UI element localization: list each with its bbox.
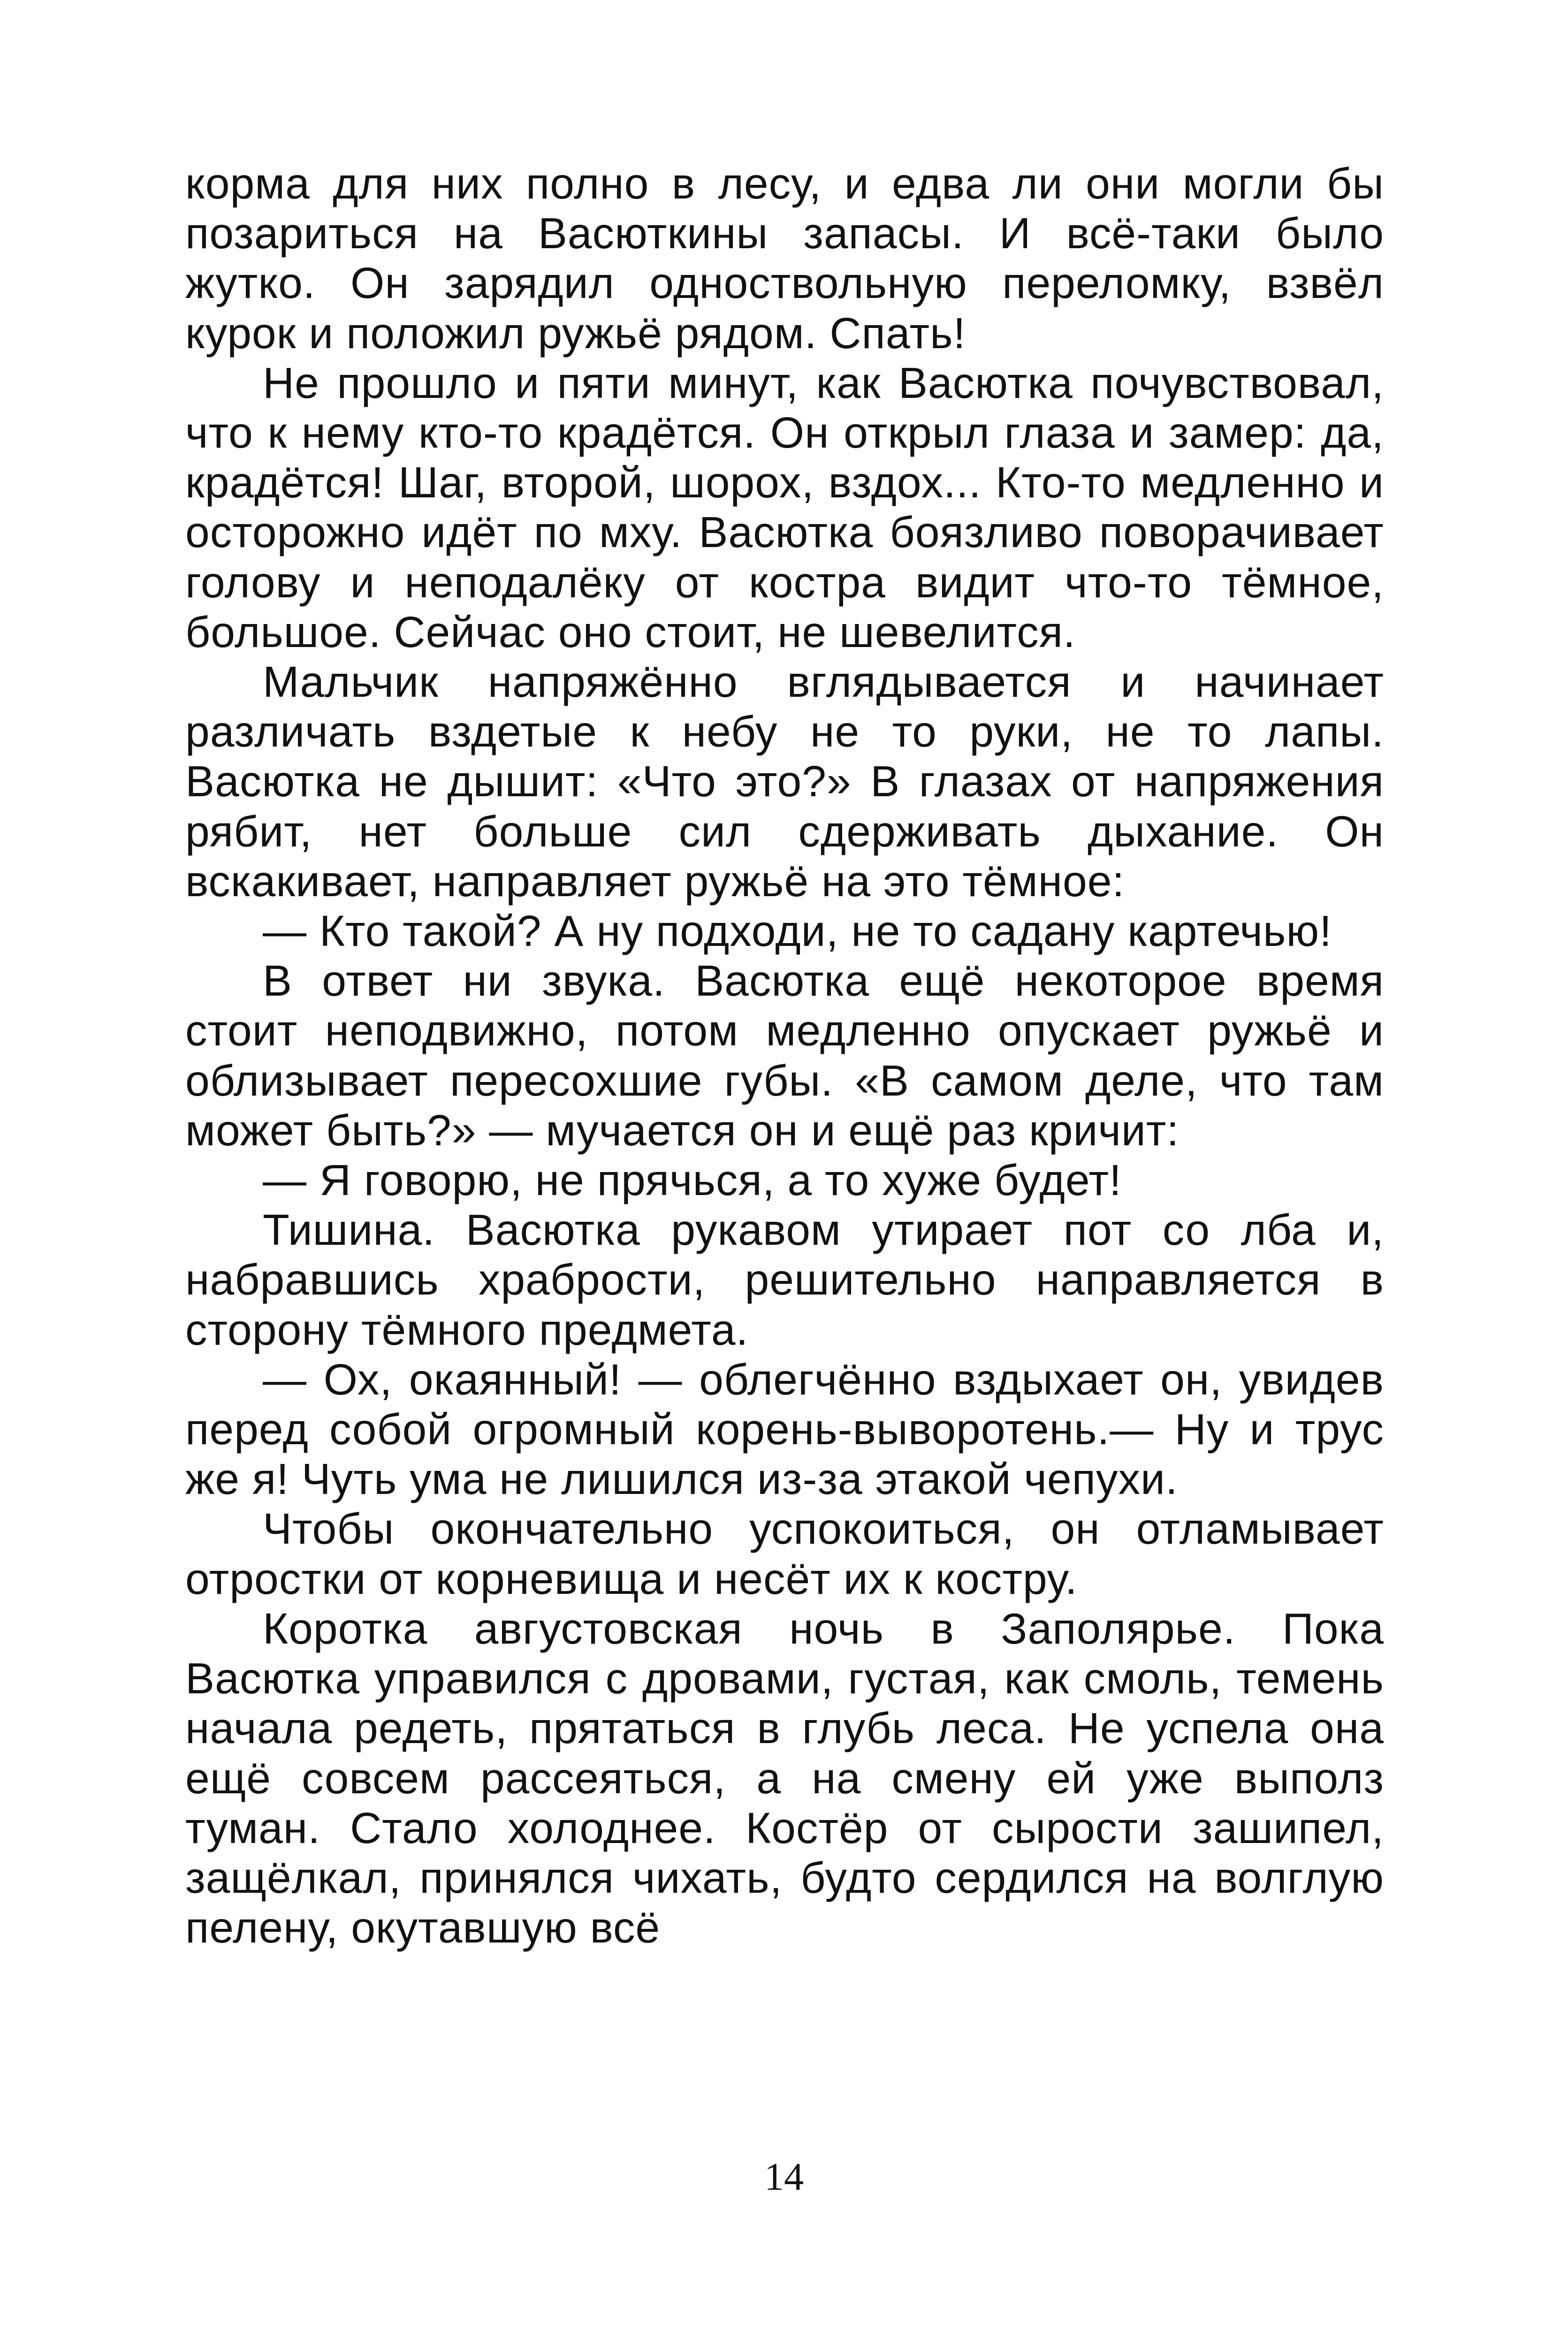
paragraph-8: — Ох, окаянный! — облегчённо вздыхает он, увидев перед собой огромный корень-выворотень.— Ну и трус же я! Чуть ума не лишился из-за этакой чепухи. xyxy=(185,1355,1384,1504)
paragraph-10: Коротка августовская ночь в Заполярье. Пока Васютка управился с дровами, густая, как смоль, темень начала редеть, прятаться в глубь леса. Не успела она ещё совсем рассеяться, а на смену ей уже выполз туман. Стало холоднее. Костёр от сырости зашипел, защёлкал, принялся чихать, будто сердился на волглую пелену, окутавшую всё xyxy=(185,1604,1384,1952)
page-number: 14 xyxy=(764,2155,804,2199)
body-text xyxy=(185,159,1384,1952)
paragraph-5: В ответ ни звука. Васютка ещё некоторое время стоит неподвижно, потом медленно опускает ружьё и облизывает пересохшие губы. «В самом деле, что там может быть?» — мучается он и ещё раз кричит: xyxy=(185,956,1384,1155)
paragraph-4: — Кто такой? А ну подходи, не то садану картечью! xyxy=(263,906,1332,956)
paragraph-2: Не прошло и пяти минут, как Васютка почувствовал, что к нему кто-то крадётся. Он открыл глаза и замер: да, крадётся! Шаг, второй, шорох, вздох... Кто-то медленно и осторожно идёт по мху. Васютка боязливо поворачивает голову и неподалёку от костра видит что-то тёмное, большое. Сейчас оно стоит, не шевелится. xyxy=(185,358,1384,656)
paragraph-7: Тишина. Васютка рукавом утирает пот со лба и, набравшись храбрости, решительно направляется в сторону тёмного предмета. xyxy=(185,1205,1384,1354)
paragraph-1: корма для них полно в лесу, и едва ли они могли бы позариться на Васюткины запасы. И всё-таки было жутко. Он зарядил одноствольную переломку, взвёл курок и положил ружьё рядом. Спать! xyxy=(185,159,1384,358)
paragraph-9: Чтобы окончательно успокоиться, он отламывает отростки от корневища и несёт их к костру. xyxy=(185,1504,1384,1603)
paragraph-6: — Я говорю, не прячься, а то хуже будет! xyxy=(263,1156,1122,1205)
paragraph-3: Мальчик напряжённо вглядывается и начинает различать вздетые к небу не то руки, не то лапы. Васютка не дышит: «Что это?» В глазах от напряжения рябит, нет больше сил сдерживать дыхание. Он вскакивает, направляет ружьё на это тёмное: xyxy=(185,657,1384,906)
